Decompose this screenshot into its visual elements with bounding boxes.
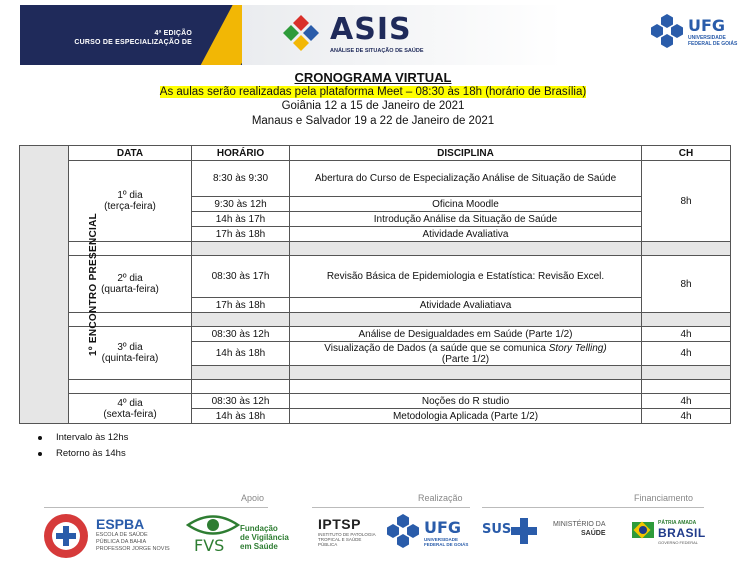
list-item: Retorno às 14hs bbox=[38, 446, 128, 462]
edition-text: 4ª EDIÇÃO CURSO DE ESPECIALIZAÇÃO DE bbox=[74, 30, 192, 46]
dates-manaus-salvador: Manaus e Salvador 19 a 22 de Janeiro de 2021 bbox=[251, 115, 495, 127]
iptsp-logo: IPTSP INSTITUTO DE PATOLOGIA TROPICAL E SAÚDE PÚBLICA bbox=[318, 516, 376, 547]
bullet-icon bbox=[38, 436, 42, 440]
asis-wordmark: ASIS bbox=[330, 12, 412, 47]
flag-icon bbox=[632, 522, 654, 538]
subject-cell: Revisão Básica de Epidemiologia e Estatística: Revisão Excel. bbox=[290, 256, 642, 298]
header-horario: HORÁRIO bbox=[192, 146, 290, 161]
bullet-icon bbox=[38, 452, 42, 456]
time-cell: 08:30 às 12h bbox=[192, 327, 290, 342]
subject-cell: Introdução Análise da Situação de Saúde bbox=[290, 212, 642, 227]
ch-cell: 4h bbox=[642, 327, 731, 342]
eye-icon bbox=[186, 514, 240, 536]
time-cell: 17h às 18h bbox=[192, 298, 290, 313]
table-header-row bbox=[20, 146, 731, 161]
divider bbox=[482, 507, 704, 508]
asis-logo bbox=[282, 12, 422, 62]
label-realizacao: Realização bbox=[418, 493, 463, 503]
spacer-row bbox=[20, 380, 731, 394]
espba-logo: ESPBA ESCOLA DE SAÚDE PÚBLICA DA BAHIA PROFESSOR JORGE NOVIS bbox=[44, 514, 174, 558]
time-cell: 08:30 às 17h bbox=[192, 256, 290, 298]
table-row bbox=[20, 327, 731, 342]
fvs-logo: FVS Fundação de Vigilância em Saúde bbox=[182, 512, 302, 558]
header-banner bbox=[20, 5, 242, 65]
day-cell: 1º dia (terça-feira) bbox=[69, 161, 192, 242]
notes-list bbox=[38, 430, 128, 462]
time-cell: 8:30 às 9:30 bbox=[192, 161, 290, 197]
highlight-notice: As aulas serão realizadas pela plataforma Meet – 08:30 às 18h (horário de Brasília) bbox=[159, 86, 587, 98]
page-title: CRONOGRAMA VIRTUAL bbox=[294, 70, 452, 85]
subject-cell: Atividade Avaliativa bbox=[290, 227, 642, 242]
ch-cell: 4h bbox=[642, 409, 731, 424]
espba-mark-icon bbox=[44, 514, 88, 558]
day-cell: 4º dia (sexta-feira) bbox=[69, 394, 192, 424]
ufg-subtitle: UNIVERSIDADE FEDERAL DE GOIÁS bbox=[688, 35, 738, 47]
time-cell: 14h às 17h bbox=[192, 212, 290, 227]
divider bbox=[312, 507, 470, 508]
table-row bbox=[20, 394, 731, 409]
schedule-table bbox=[19, 145, 731, 424]
ch-cell: 8h bbox=[642, 161, 731, 242]
subject-cell: Atividade Avaliatiava bbox=[290, 298, 642, 313]
table-row bbox=[20, 256, 731, 298]
ufg-wordmark: UFG bbox=[688, 16, 726, 35]
header-data: DATA bbox=[69, 146, 192, 161]
time-cell: 14h às 18h bbox=[192, 342, 290, 366]
ufg-hex-icon bbox=[648, 12, 686, 50]
day-cell: 3º dia (quinta-feira) bbox=[69, 327, 192, 380]
ufg-logo-bottom: UFG UNIVERSIDADE FEDERAL DE GOIÁS bbox=[384, 510, 474, 554]
divider bbox=[44, 507, 268, 508]
brasil-logo: PÁTRIA AMADA BRASIL GOVERNO FEDERAL bbox=[632, 518, 704, 546]
time-cell: 08:30 às 12h bbox=[192, 394, 290, 409]
subject-cell: Oficina Moodle bbox=[290, 197, 642, 212]
time-cell: 14h às 18h bbox=[192, 409, 290, 424]
time-cell: 9:30 às 12h bbox=[192, 197, 290, 212]
label-financiamento: Financiamento bbox=[634, 493, 694, 503]
ministerio-logo: MINISTÉRIO DA SAÚDE bbox=[553, 521, 606, 537]
asis-cube-icon bbox=[282, 14, 320, 52]
ch-cell: 8h bbox=[642, 256, 731, 313]
list-item: Intervalo às 12hs bbox=[38, 430, 128, 446]
asis-subtitle: ANÁLISE DE SITUAÇÃO DE SAÚDE bbox=[330, 48, 424, 54]
ufg-hex-icon bbox=[384, 512, 422, 550]
subject-cell: Metodologia Aplicada (Parte 1/2) bbox=[290, 409, 642, 424]
header-ch: CH bbox=[642, 146, 731, 161]
side-label: 1º ENCONTRO PRESENCIAL bbox=[88, 212, 100, 357]
day-cell: 2º dia (quarta-feira) bbox=[69, 256, 192, 313]
subject-cell: Abertura do Curso de Especialização Análise de Situação de Saúde bbox=[290, 161, 642, 197]
time-cell: 17h às 18h bbox=[192, 227, 290, 242]
header-disciplina: DISCIPLINA bbox=[290, 146, 642, 161]
dates-goiania: Goiânia 12 a 15 de Janeiro de 2021 bbox=[281, 100, 465, 112]
label-apoio: Apoio bbox=[241, 493, 265, 503]
subject-cell: Noções do R studio bbox=[290, 394, 642, 409]
banner-stripe bbox=[190, 5, 242, 65]
subject-cell: Visualização de Dados (a saúde que se comunica Story Telling) (Parte 1/2) bbox=[290, 342, 642, 366]
ch-cell: 4h bbox=[642, 394, 731, 409]
subject-cell: Análise de Desigualdades em Saúde (Parte 1/2) bbox=[290, 327, 642, 342]
spacer-row bbox=[20, 242, 731, 256]
spacer-row bbox=[20, 313, 731, 327]
ufg-logo-top bbox=[648, 12, 738, 52]
ch-cell: 4h bbox=[642, 342, 731, 366]
table-row bbox=[20, 161, 731, 197]
sus-logo: SUS bbox=[482, 518, 546, 544]
side-label-cell bbox=[20, 146, 100, 424]
